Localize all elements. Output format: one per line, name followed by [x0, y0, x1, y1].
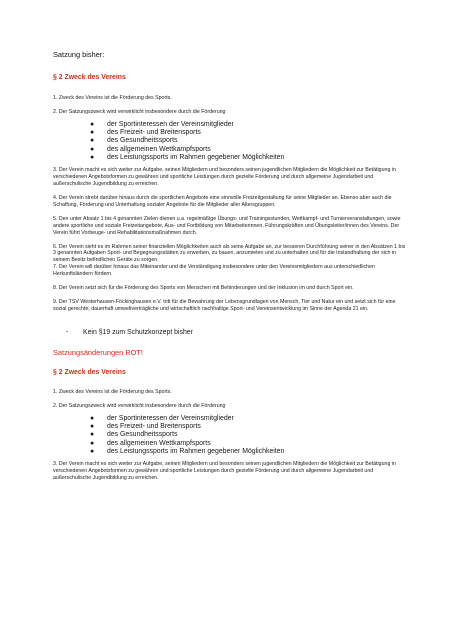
list-item-text: der Sportinteressen der Vereinsmitglieder — [107, 414, 234, 422]
list-item-text: des Freizeit- und Breitensports — [107, 129, 201, 137]
list-item-text: der Sportinteressen der Vereinsmitglieder — [107, 120, 234, 128]
bullet-icon: ● — [90, 129, 95, 137]
list-item — [90, 431, 408, 439]
section-title: § 2 Zweck des Vereins — [53, 368, 126, 376]
list-item-text: des Leistungssports im Rahmen gegebener Möglichkeiten — [107, 154, 285, 161]
paragraph-3: 3. Der Verein macht es sich weiter zur Aufgabe, seinen Mitgliedern und besonders seinen jugendlichen Mitgliedern die Möglichkeit zur Betätigung in verschiedenen Angebotsformen zu gewähren und sportliche Leistungen durch gezielte Förderung und durch allgemeine Jugendarbeit und außerschulische Jugendbildung zu erreichen. — [53, 167, 396, 188]
paragraph-2: 2. Der Satzungszweck wird verwirklicht insbesondere durch die Förderung — [53, 108, 226, 115]
bullet-list — [53, 415, 408, 456]
bullet-icon: ● — [90, 154, 95, 161]
paragraph-6: 6. Der Verein sieht es im Rahmen seiner finanziellen Möglichkeiten auch als seine Aufgabe an, zur besseren Durchführung seiner in den Absätzen 1 bis 3 genannten Aufgaben Sport- und Begegnungsstätten zu erwerben, zu bauen, anzumieten und zu unterhalten und für die Instandhaltung der sich in seinem Besitz befindlichen Geräte zu sorgen. — [53, 243, 406, 264]
changes-heading: Satzungsänderungen ROT! — [53, 347, 143, 357]
list-item — [90, 129, 408, 137]
list-item-text: des allgemeinen Wettkampfsports — [107, 439, 211, 447]
list-item — [90, 423, 408, 431]
bullet-icon: ● — [90, 431, 95, 439]
list-item — [90, 415, 408, 423]
list-item — [90, 121, 408, 129]
section-title: § 2 Zweck des Vereins — [53, 74, 126, 81]
bullet-icon: ● — [90, 422, 95, 430]
document-content — [53, 50, 408, 482]
intro-heading: Satzung bisher: — [53, 50, 105, 59]
paragraph-7: 7. Der Verein will darüber hinaus das Miteinander und die Verständigung insbesondere unter den Vereinsmitgliedern aus unterschiedlichen Herkunftsländern fördern. — [53, 264, 375, 278]
dash-item-text: Kein §19 zum Schutzkonzept bisher — [83, 328, 193, 336]
bullet-list — [53, 121, 408, 162]
list-item — [90, 154, 408, 162]
bullet-icon: ● — [90, 414, 95, 422]
list-item — [90, 146, 408, 154]
bullet-icon: ● — [90, 120, 95, 128]
list-item — [90, 448, 408, 456]
bullet-icon: ● — [90, 447, 95, 455]
paragraph-8: 8. Der Verein setzt sich für die Förderung des Sports von Menschen mit Behinderungen und der Inklusion im und durch Sport ein. — [53, 285, 354, 292]
paragraph-9: 9. Der TSV Westerhausen-Föckinghausen e.V. tritt für die Bewahrung der Lebensgrundlagen von Mensch, Tier und Natur ein und setzt sich für eine sozial gerechte, dauerhaft umweltverträgliche und wirtschaftlich nachhaltige Sport- und Vereinsentwicklung im Sinne der Agenda 21 ein. — [53, 298, 396, 312]
list-item-text: des Freizeit- und Breitensports — [107, 422, 201, 430]
paragraph-1: 1. Zweck des Vereins ist die Förderung des Sports. — [53, 95, 172, 101]
list-item-text: des Leistungssports im Rahmen gegebener Möglichkeiten — [107, 447, 285, 455]
dash-icon: - — [66, 328, 69, 336]
list-item — [90, 137, 408, 145]
paragraph-5: 5. Den unter Absatz 1 bis 4 genannten Zielen dienen u.a. regelmäßige Übungs- und Trainingsstunden, Wettkampf- und Turnierveranstaltungen, sowie andere sportliche und soziale Freizeitangebote, Aus- und Fortbildung von Mitarbeiterinnen, Führungskräften und Übungsleiter/innen des Vereins. Der Verein führt Vorbeuge- und Rehabilitationsmaßnahmen durch. — [53, 215, 401, 236]
paragraph-4: 4. Der Verein strebt darüber hinaus durch die sportlichen Angebote eine sinnvolle Freizeitgestaltung für seine Mitglieder an. Ebenso aber auch die Schaffung, Förderung und Unterhaltung sozialer Angebote für die Mitglieder aller Altersgruppen. — [53, 195, 392, 208]
paragraph-2: 2. Der Satzungszweck wird verwirklicht insbesondere durch die Förderung — [53, 402, 226, 409]
list-item-text: des Gesundheitssports — [107, 137, 178, 145]
bullet-icon: ● — [90, 145, 95, 153]
list-item-text: des Gesundheitssports — [107, 431, 178, 439]
list-item — [90, 440, 408, 448]
bullet-icon: ● — [90, 439, 95, 447]
paragraph-3: 3. Der Verein macht es sich weiter zur Aufgabe, seinen Mitgliedern und besonders seinen jugendlichen Mitgliedern die Möglichkeit zur Betätigung in verschiedenen Angebotsformen zu gewähren und sportliche Leistungen durch gezielte Förderung und durch allgemeine Jugendarbeit und außerschulische Jugendbildung zu erreichen. — [53, 461, 396, 481]
list-item-text: des allgemeinen Wettkampfsports — [107, 145, 211, 153]
bullet-icon: ● — [90, 137, 95, 145]
dash-list-item — [53, 328, 408, 337]
paragraph-1: 1. Zweck des Vereins ist die Förderung des Sports. — [53, 388, 172, 395]
